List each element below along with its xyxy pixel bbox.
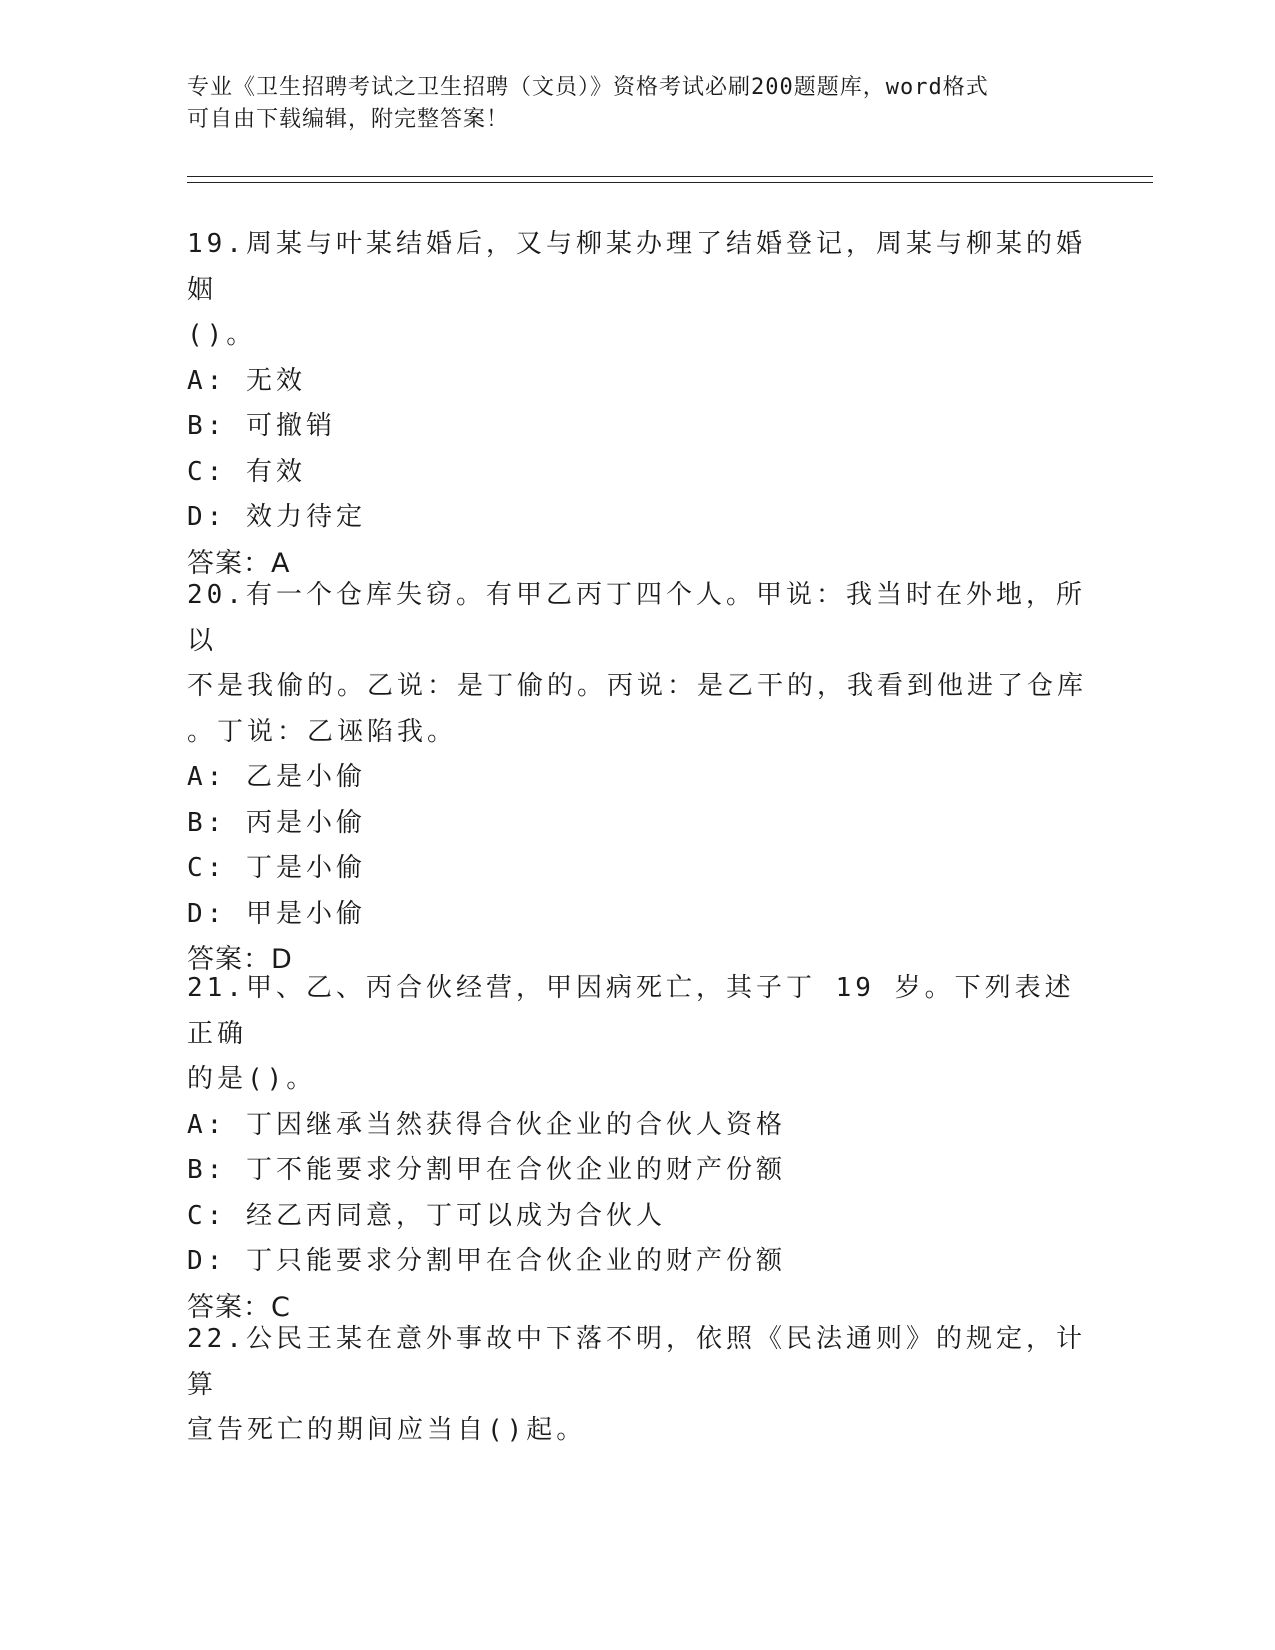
question-stem-line: 不是我偷的。乙说：是丁偷的。丙说：是乙干的，我看到他进了仓库 [187,671,1088,701]
option-c: C: 经乙丙同意，丁可以成为合伙人 [187,1200,666,1231]
question-stem-line: 。丁说：乙诬陷我。 [187,716,458,747]
option-b: B: 可撤销 [187,411,336,441]
option-d: D: 效力待定 [187,502,366,532]
option-a: A: 无效 [187,365,306,396]
question-stem-line: 20.有一个仓库失窃。有甲乙丙丁四个人。甲说：我当时在外地，所以 [187,580,1086,656]
header-divider-bottom [187,182,1153,183]
header-line-2: 可自由下载编辑，附完整答案！ [187,107,510,132]
header-divider-top [187,176,1153,177]
question-22 [187,1317,1087,1454]
option-b: B: 丙是小偷 [187,807,366,838]
header-line-1: 专业《卫生招聘考试之卫生招聘（文员）》资格考试必刷200题题库，word格式 [187,75,989,100]
question-stem-line: 19.周某与叶某结婚后，又与柳某办理了结婚登记，周某与柳某的婚姻 [187,229,1086,305]
question-stem-line: 宣告死亡的期间应当自()起。 [187,1415,587,1445]
answer: 答案：D [187,944,293,975]
question-stem-line: 22.公民王某在意外事故中下落不明，依照《民法通则》的规定，计算 [187,1324,1086,1400]
question-stem-line: 21.甲、乙、丙合伙经营，甲因病死亡，其子丁 19 岁。下列表述正确 [187,973,1075,1049]
answer: 答案：A [187,547,291,579]
option-d: D: 甲是小偷 [187,898,366,929]
question-21 [187,966,1087,1330]
document-header [187,72,1087,136]
question-19 [187,222,1087,586]
answer: 答案：C [187,1291,291,1323]
question-stem-line: 的是()。 [187,1064,317,1094]
option-a: A: 丁因继承当然获得合伙企业的合伙人资格 [187,1109,786,1140]
option-c: C: 丁是小偷 [187,853,366,883]
option-d: D: 丁只能要求分割甲在合伙企业的财产份额 [187,1246,786,1276]
option-a: A: 乙是小偷 [187,762,366,792]
question-stem-line: ()。 [187,320,257,350]
option-b: B: 丁不能要求分割甲在合伙企业的财产份额 [187,1155,786,1185]
question-20 [187,573,1087,983]
option-c: C: 有效 [187,456,306,487]
